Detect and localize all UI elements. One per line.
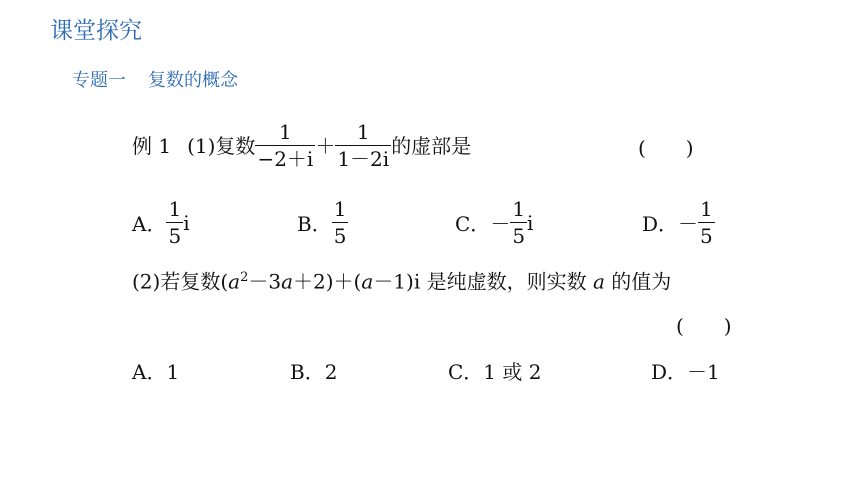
q1-option-d-label: D． — [642, 212, 679, 236]
q1-option-b-fraction — [332, 198, 349, 247]
q1-option-a-fraction — [166, 198, 183, 247]
q2-answer-paren: ( ) — [676, 314, 732, 338]
q2-option-d-text: D．－1 — [651, 360, 720, 384]
q2-var-a-4: a — [592, 269, 605, 294]
q2-part-text: (2)若复数( — [132, 269, 229, 294]
q2-option-b-text: B．2 — [290, 360, 338, 384]
q1-tail-text: 的虚部是 — [391, 133, 472, 158]
q1-fraction-2 — [335, 121, 391, 170]
q1-option-a-suffix: i — [183, 210, 190, 235]
q1-option-a-num: 1 — [168, 197, 182, 221]
q1-option-b-num: 1 — [333, 197, 347, 221]
question-1-stem — [132, 121, 471, 170]
q1-fraction-1 — [255, 121, 315, 170]
q2-option-c[interactable] — [448, 356, 541, 385]
q1-option-c-fraction — [510, 198, 527, 247]
q1-option-a-den: 5 — [168, 224, 182, 248]
q1-option-b[interactable] — [297, 198, 348, 247]
topic-label: 专题一 — [72, 70, 126, 91]
q1-option-d-num: 1 — [700, 197, 713, 221]
q1-option-c[interactable] — [455, 198, 533, 247]
q2-option-b[interactable] — [290, 356, 337, 385]
q2-option-c-text: C．1 或 2 — [448, 360, 542, 384]
q2-var-a-3: a — [361, 269, 374, 294]
q1-option-a-label: A． — [132, 212, 167, 236]
q1-option-d-fraction — [698, 198, 715, 247]
q2-mid-1: －3 — [248, 269, 282, 294]
q2-option-a-text: A．1 — [132, 360, 180, 384]
q1-option-b-label: B． — [297, 212, 332, 236]
q2-mid-2: ＋2)＋( — [293, 269, 362, 294]
q1-option-c-den: 5 — [512, 224, 526, 248]
q2-option-d[interactable] — [651, 356, 720, 385]
q1-option-c-suffix: i — [527, 210, 534, 235]
q1-plus: ＋ — [315, 133, 336, 158]
question-2-stem — [132, 271, 671, 292]
q1-frac2-denominator: 1－2i — [337, 147, 390, 171]
q1-option-a[interactable] — [132, 198, 190, 247]
q2-exponent: 2 — [240, 270, 249, 285]
q2-mid-3: －1)i 是纯虚数，则实数 — [373, 269, 593, 294]
q2-var-a-1: a — [228, 269, 241, 294]
q2-tail-text: 的值为 — [604, 269, 672, 294]
section-title: 课堂探究 — [50, 18, 142, 44]
q1-option-c-sign: － — [490, 212, 511, 236]
example-label: 例 1 — [132, 133, 172, 158]
q1-option-d[interactable] — [642, 198, 715, 247]
q1-option-c-label: C． — [455, 212, 491, 236]
q1-option-b-den: 5 — [333, 224, 347, 248]
q2-option-a[interactable] — [132, 356, 179, 385]
topic-name: 复数的概念 — [148, 70, 238, 91]
q1-part-text: (1)复数 — [187, 133, 256, 158]
q1-option-c-num: 1 — [512, 197, 526, 221]
q1-frac2-numerator: 1 — [356, 120, 370, 144]
q1-answer-paren: ( ) — [638, 136, 694, 160]
q2-var-a-2: a — [281, 269, 294, 294]
q1-option-d-den: 5 — [700, 224, 713, 248]
q1-option-d-sign: － — [678, 212, 699, 236]
q1-frac1-numerator: 1 — [279, 120, 292, 144]
q1-frac1-denominator: −2＋i — [257, 147, 314, 171]
topic-heading — [72, 66, 238, 92]
